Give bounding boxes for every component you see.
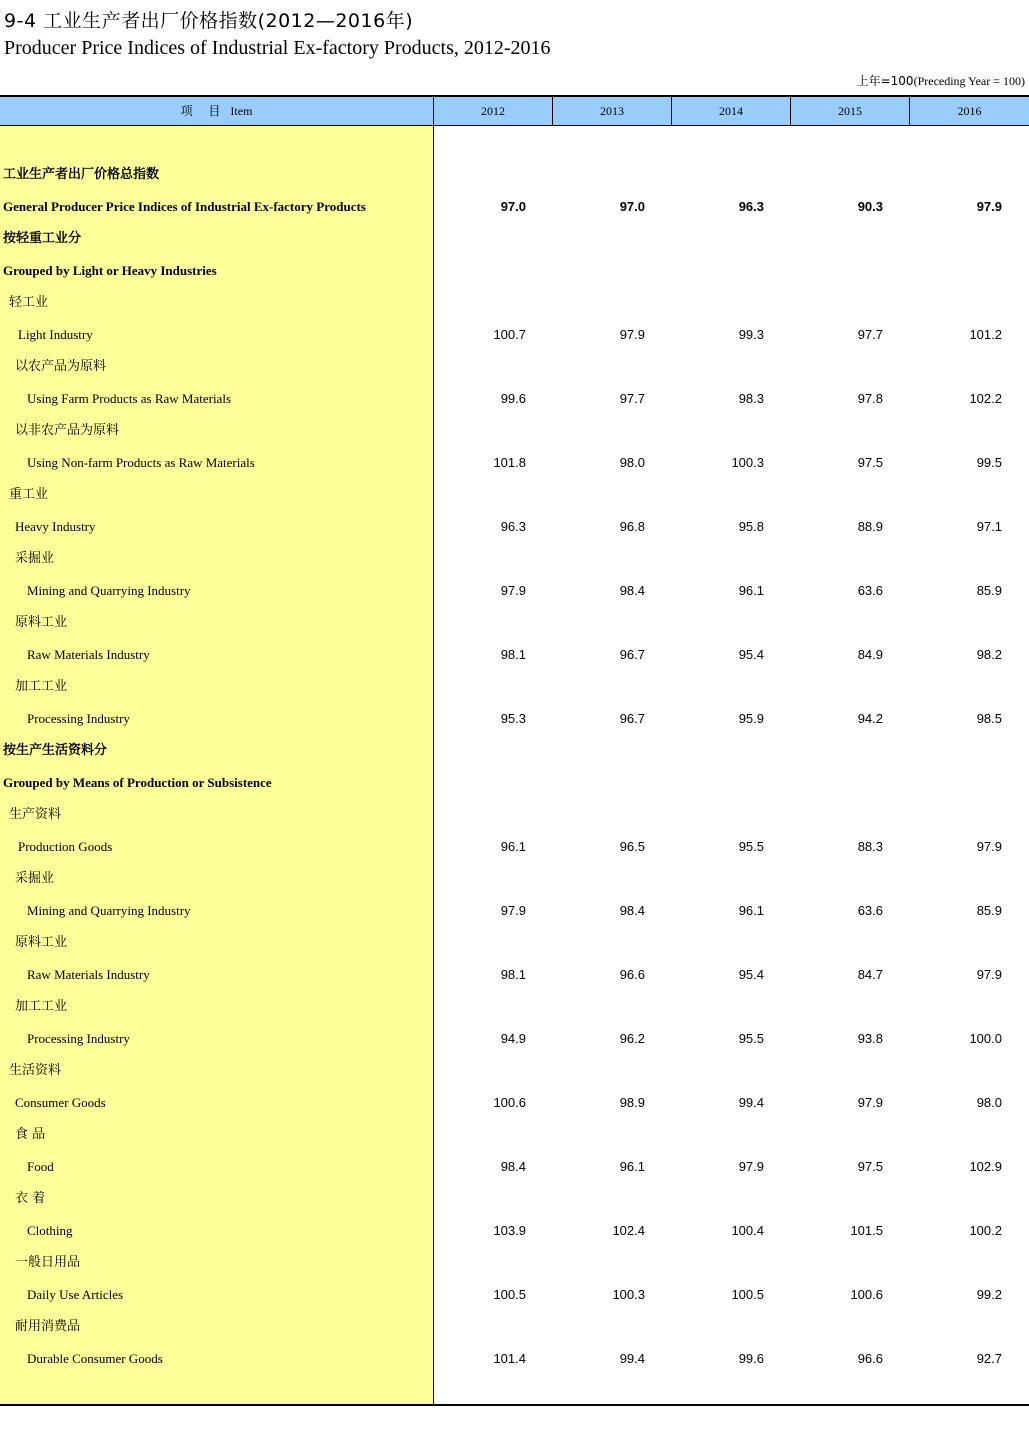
table-title-en: Producer Price Indices of Industrial Ex-factory Products, 2012-2016 (4, 37, 551, 59)
price-index-table (0, 95, 1029, 1406)
value-cell: 98.4 (500, 1159, 526, 1174)
row-label: General Producer Price Indices of Industrial Ex-factory Products (3, 199, 366, 214)
table-row (0, 223, 1029, 255)
value-cell: 96.2 (619, 1031, 645, 1046)
value-cell: 95.5 (738, 1031, 764, 1046)
value-cell: 100.4 (731, 1223, 764, 1238)
table-row (0, 1119, 1029, 1151)
value-cell: 97.8 (857, 391, 883, 406)
value-cell: 99.6 (738, 1351, 764, 1366)
value-cell: 98.4 (619, 903, 645, 918)
value-cell: 97.9 (500, 903, 526, 918)
value-cell: 96.8 (619, 519, 645, 534)
row-label: 生产资料 (9, 807, 62, 822)
value-cell: 99.5 (976, 455, 1002, 470)
value-cell: 96.1 (619, 1159, 645, 1174)
row-label: 重工业 (9, 487, 49, 502)
value-cell: 94.9 (500, 1031, 526, 1046)
table-row (0, 799, 1029, 831)
table-row (0, 383, 1029, 415)
row-label: 采掘业 (15, 551, 55, 566)
row-label: Mining and Quarrying Industry (27, 583, 191, 598)
row-label: Processing Industry (27, 711, 130, 726)
row-label: Raw Materials Industry (27, 647, 150, 662)
value-cell: 97.7 (857, 327, 883, 342)
value-cell: 98.4 (619, 583, 645, 598)
value-cell: 96.3 (738, 199, 764, 214)
value-cell: 99.2 (976, 1287, 1002, 1302)
value-cell: 63.6 (857, 583, 883, 598)
value-cell: 95.4 (738, 967, 764, 982)
value-cell: 96.7 (619, 647, 645, 662)
table-row (0, 287, 1029, 319)
value-cell: 100.5 (731, 1287, 764, 1302)
row-label: Mining and Quarrying Industry (27, 903, 191, 918)
value-cell: 98.9 (619, 1095, 645, 1110)
table-row (0, 575, 1029, 607)
unit-note (857, 72, 1025, 89)
value-cell: 101.4 (493, 1351, 526, 1366)
row-label: 一般日用品 (15, 1255, 81, 1270)
header-item (0, 97, 434, 125)
row-label: 原料工业 (15, 615, 68, 630)
table-row (0, 1055, 1029, 1087)
unit-note-en: (Preceding Year = 100) (913, 74, 1025, 88)
value-cell: 94.2 (857, 711, 883, 726)
table-row (0, 1279, 1029, 1311)
value-cell: 100.7 (493, 327, 526, 342)
value-cell: 100.6 (850, 1287, 883, 1302)
table-title-cn: 9-4 工业生产者出厂价格指数(2012—2016年) (4, 10, 414, 32)
value-cell: 98.1 (500, 647, 526, 662)
header-year: 2015 (791, 97, 910, 125)
row-label: Raw Materials Industry (27, 967, 150, 982)
value-cell: 96.5 (619, 839, 645, 854)
value-cell: 102.4 (612, 1223, 645, 1238)
table-row (0, 703, 1029, 735)
header-item-en: Item (230, 104, 253, 118)
row-label: 加工工业 (15, 999, 68, 1014)
value-cell: 100.3 (612, 1287, 645, 1302)
value-cell: 96.6 (857, 1351, 883, 1366)
row-label: Grouped by Means of Production or Subsistence (3, 775, 272, 790)
value-cell: 63.6 (857, 903, 883, 918)
header-year: 2013 (553, 97, 672, 125)
value-cell: 95.3 (500, 711, 526, 726)
row-label: 食 品 (15, 1127, 46, 1142)
table-row (0, 607, 1029, 639)
value-cell: 92.7 (976, 1351, 1002, 1366)
value-cell: 103.9 (493, 1223, 526, 1238)
value-cell: 97.5 (857, 1159, 883, 1174)
bottom-rule (0, 1404, 1029, 1406)
table-row (0, 1151, 1029, 1183)
unit-note-cn: 上年=100 (856, 74, 914, 88)
value-cell: 85.9 (976, 903, 1002, 918)
value-cell: 97.9 (976, 839, 1002, 854)
value-cell: 97.1 (976, 519, 1002, 534)
value-cell: 95.4 (738, 647, 764, 662)
table-row (0, 159, 1029, 191)
value-cell: 100.6 (493, 1095, 526, 1110)
row-label: 采掘业 (15, 871, 55, 886)
table-row (0, 543, 1029, 575)
row-label: Durable Consumer Goods (27, 1351, 163, 1366)
row-label: Production Goods (18, 839, 113, 854)
table-row (0, 351, 1029, 383)
value-cell: 97.9 (619, 327, 645, 342)
table-row (0, 671, 1029, 703)
value-cell: 96.1 (500, 839, 526, 854)
value-cell: 98.2 (976, 647, 1002, 662)
value-cell: 101.8 (493, 455, 526, 470)
value-cell: 84.9 (857, 647, 883, 662)
table-row (0, 255, 1029, 287)
row-label: 按生产生活资料分 (3, 743, 108, 758)
table-row (0, 1087, 1029, 1119)
value-cell: 96.6 (619, 967, 645, 982)
value-cell: 95.5 (738, 839, 764, 854)
value-cell: 88.9 (857, 519, 883, 534)
value-cell: 98.0 (619, 455, 645, 470)
table-row (0, 319, 1029, 351)
table-row (0, 959, 1029, 991)
row-label: Using Non-farm Products as Raw Materials (27, 455, 255, 470)
header-item-cn: 项 目 (180, 104, 227, 118)
value-cell: 97.9 (738, 1159, 764, 1174)
value-cell: 102.9 (969, 1159, 1002, 1174)
value-cell: 98.0 (976, 1095, 1002, 1110)
value-cell: 97.7 (619, 391, 645, 406)
table-row (0, 863, 1029, 895)
table-row (0, 1247, 1029, 1279)
row-label: Clothing (27, 1223, 73, 1238)
value-cell: 100.5 (493, 1287, 526, 1302)
row-label: Grouped by Light or Heavy Industries (3, 263, 217, 278)
row-label: Using Farm Products as Raw Materials (27, 391, 232, 406)
value-cell: 95.8 (738, 519, 764, 534)
table-row (0, 1343, 1029, 1375)
row-label: Heavy Industry (15, 519, 96, 534)
row-label: 耐用消费品 (15, 1319, 81, 1334)
table-row (0, 1311, 1029, 1343)
value-cell: 97.9 (500, 583, 526, 598)
table-row (0, 511, 1029, 543)
value-cell: 97.9 (976, 967, 1002, 982)
value-cell: 88.3 (857, 839, 883, 854)
row-label: Processing Industry (27, 1031, 130, 1046)
value-cell: 100.0 (969, 1031, 1002, 1046)
header-year: 2014 (672, 97, 791, 125)
table-row (0, 447, 1029, 479)
row-label: 生活资料 (9, 1063, 62, 1078)
value-cell: 97.0 (500, 199, 526, 214)
header-year: 2016 (957, 104, 982, 118)
table-header (0, 97, 1029, 126)
row-label: 按轻重工业分 (3, 231, 82, 246)
row-label: 以非农产品为原料 (15, 423, 120, 438)
table-row (0, 735, 1029, 767)
row-label: 衣 着 (15, 1191, 46, 1206)
table-row (0, 895, 1029, 927)
table-row (0, 927, 1029, 959)
value-cell: 96.7 (619, 711, 645, 726)
value-cell: 101.5 (850, 1223, 883, 1238)
table-row (0, 991, 1029, 1023)
table-row (0, 1215, 1029, 1247)
row-label: Consumer Goods (15, 1095, 106, 1110)
value-cell: 96.1 (738, 903, 764, 918)
row-label: 加工工业 (15, 679, 68, 694)
value-cell: 102.2 (969, 391, 1002, 406)
value-cell: 98.3 (738, 391, 764, 406)
value-cell: 100.3 (731, 455, 764, 470)
row-label: 工业生产者出厂价格总指数 (3, 167, 160, 182)
value-cell: 96.3 (500, 519, 526, 534)
value-cell: 98.1 (500, 967, 526, 982)
table-row (0, 479, 1029, 511)
table-row (0, 767, 1029, 799)
value-cell: 97.5 (857, 455, 883, 470)
row-label: 以农产品为原料 (15, 359, 107, 374)
table-row (0, 639, 1029, 671)
row-label: 轻工业 (9, 295, 49, 310)
value-cell: 99.3 (738, 327, 764, 342)
row-label: Food (27, 1159, 54, 1174)
table-row (0, 415, 1029, 447)
value-cell: 85.9 (976, 583, 1002, 598)
value-cell: 101.2 (969, 327, 1002, 342)
table-row (0, 1023, 1029, 1055)
value-cell: 99.4 (619, 1351, 645, 1366)
table-row (0, 831, 1029, 863)
value-cell: 97.9 (976, 199, 1002, 214)
table-row (0, 191, 1029, 223)
value-cell: 98.5 (976, 711, 1002, 726)
value-cell: 97.0 (619, 199, 645, 214)
row-label: Light Industry (18, 327, 93, 342)
value-cell: 97.9 (857, 1095, 883, 1110)
header-year: 2012 (434, 97, 553, 125)
row-label: 原料工业 (15, 935, 68, 950)
table-row (0, 1183, 1029, 1215)
value-cell: 84.7 (857, 967, 883, 982)
value-cell: 100.2 (969, 1223, 1002, 1238)
value-cell: 90.3 (857, 199, 883, 214)
value-cell: 99.6 (500, 391, 526, 406)
value-cell: 96.1 (738, 583, 764, 598)
value-cell: 95.9 (738, 711, 764, 726)
row-label: Daily Use Articles (27, 1287, 124, 1302)
value-cell: 93.8 (857, 1031, 883, 1046)
value-cell: 99.4 (738, 1095, 764, 1110)
